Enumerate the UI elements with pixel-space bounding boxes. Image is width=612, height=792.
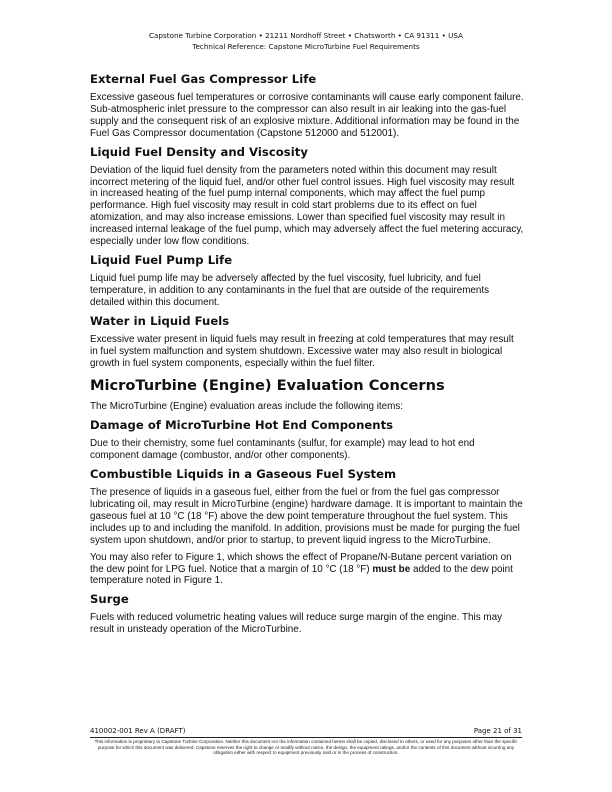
header-address: Capstone Turbine Corporation • 21211 Nordhoff Street • Chatsworth • CA 91311 • USA [149,31,463,40]
heading-density-viscosity: Liquid Fuel Density and Viscosity [90,144,308,159]
header-doc-title: Technical Reference: Capstone MicroTurbine Fuel Requirements [192,42,420,51]
heading-pump-life: Liquid Fuel Pump Life [90,252,233,267]
document-body [90,72,524,636]
heading-compressor-life: External Fuel Gas Compressor Life [90,72,317,86]
paragraph-water-in-fuel: Excessive water present in liquid fuels may result in freezing at cold temperatures that may result in fuel system malfunction and system shutdown. Excessive water may also result in biological growth in fuel system components, especially within the fuel filter. [90,333,514,369]
footer-doc-id: 410002-001 Rev A (DRAFT) [90,727,186,735]
paragraph-figure-reference [90,552,524,588]
paragraph-surge: Fuels with reduced volumetric heating values will reduce surge margin of the engine. This may result in unsteady operation of the MicroTurbine. [90,612,503,636]
footer-page-number: Page 21 of 31 [473,727,522,735]
emphasis-must-be: must be [372,563,411,575]
paragraph-compressor-life: Excessive gaseous fuel temperatures or corrosive contaminants will cause early component failure. Sub-atmospheric inlet pressure to the compressor can also result in air leaking into the gas-fuel supply and the consequent risk of an explosive mixture. Additional information may be found in the Fuel Gas Compressor documentation (Capstone 512000 and 512001). [90,92,524,139]
figure-reference-text-b: added to the dew point temperature noted in Figure 1. [90,563,513,587]
figure-reference-text-a: You may also refer to Figure 1, which shows the effect of Propane/N-Butane percent variation on the dew point for LPG fuel. Notice that a margin of 10 °C (18 °F) [90,551,512,575]
heading-surge: Surge [90,592,129,607]
page-footer [90,727,522,756]
paragraph-density-viscosity: Deviation of the liquid fuel density from the parameters noted within this document may result incorrect metering of the liquid fuel, and/or other fuel control issues. High fuel viscosity may result in increased heating of the fuel pump internal components, which may affect the fuel pump performance. High fuel viscosity may result in cold start problems due to its effect on fuel atomization, and may also increase emissions. Lower than specified fuel viscosity may result in increased internal leakage of the fuel pump, which may adversely affect the fuel metering accuracy, especially under low flow conditions. [90,164,524,248]
heading-combustible-liquids: Combustible Liquids in a Gaseous Fuel System [90,467,397,482]
paragraph-combustible-liquids: The presence of liquids in a gaseous fuel, either from the fuel or from the fuel gas compressor lubricating oil, may result in MicroTurbine (engine) hardware damage. It is important to maintain the gaseous fuel at 10 °C (18 °F) above the dew point temperature throughout the fuel system. This includes up to and including the manifold. In addition, provisions must be made for purging the fuel system upon shutdown, and/or prior to startup, to prevent liquid ingress to the MicroTurbine. [90,487,523,546]
footer-divider [90,737,522,738]
footer-legal-notice: This information is proprietary to Capstone Turbine Corporation. Neither this document nor the information contained herein shall be copied, disclosed to others, or used for any purposes other than the specific purpose for which this document was delivered. Capstone reserves the right to change or modify without notice, the design, the equipment ratings, and/or the contents of this document without incurring any obligation either with respect to equipment previously sold or in the process of construction. [94,739,518,756]
paragraph-evaluation-intro: The MicroTurbine (Engine) evaluation areas include the following items: [90,401,404,413]
paragraph-pump-life: Liquid fuel pump life may be adversely affected by the fuel viscosity, fuel lubricity, and fuel temperature, in addition to any contaminants in the fuel that are outside of the requirements detailed within this document. [90,272,490,308]
paragraph-hot-end-damage: Due to their chemistry, some fuel contaminants (sulfur, for example) may lead to hot end component damage (combustor, and/or other components). [90,438,475,462]
heading-evaluation-concerns: MicroTurbine (Engine) Evaluation Concerns [90,377,445,395]
heading-water-in-fuel: Water in Liquid Fuels [90,313,230,328]
page-header [0,30,612,52]
heading-hot-end-damage: Damage of MicroTurbine Hot End Components [90,418,394,433]
